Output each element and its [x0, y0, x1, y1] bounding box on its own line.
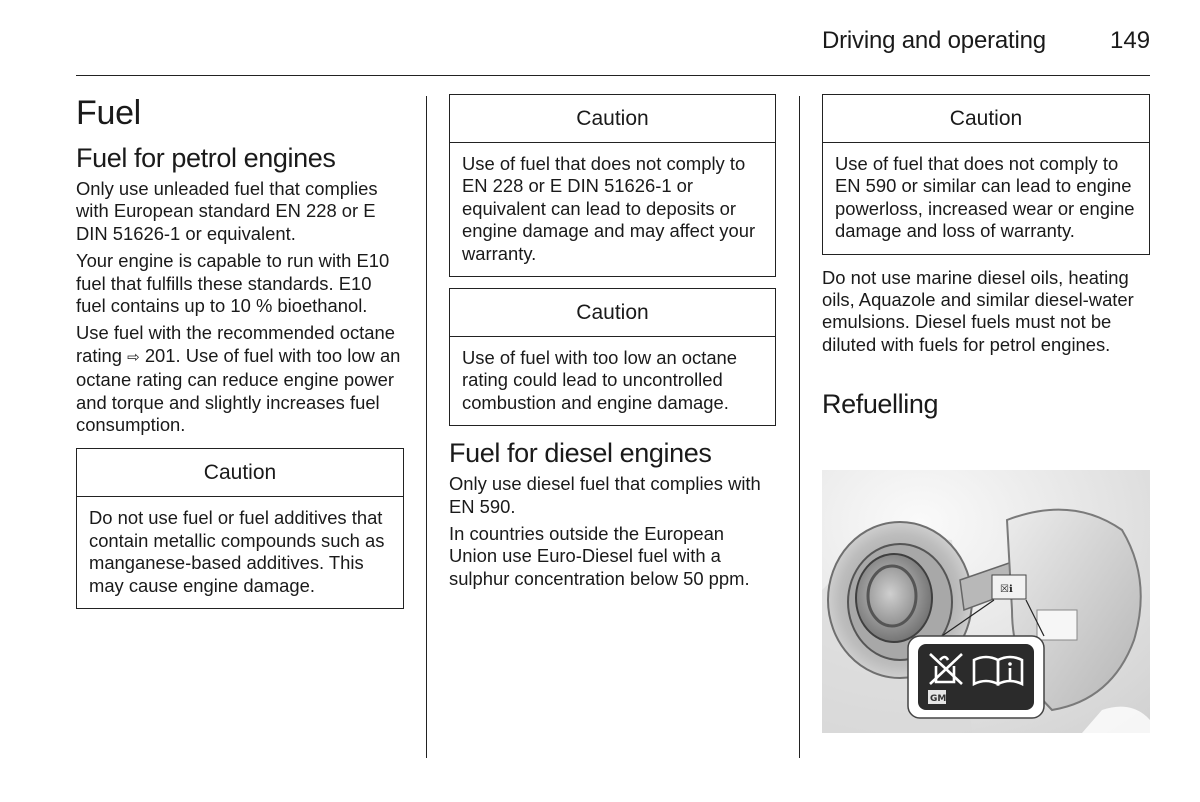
right-column: [822, 94, 1150, 424]
petrol-heading: Fuel for petrol engines: [76, 143, 336, 173]
caution-title: Caution: [450, 95, 775, 143]
photo-label: GM: [930, 694, 947, 704]
svg-text:☒ℹ: ☒ℹ: [1000, 584, 1013, 595]
petrol-paragraph-octane: [76, 322, 404, 436]
running-header-section: Driving and operating: [822, 27, 1046, 54]
caution-box-en228: [449, 94, 776, 277]
left-column: [76, 94, 404, 620]
octane-text-end: . Use of fuel with too low an octane rating can reduce engine power and torque and slightly increases fuel consumption.: [76, 344, 401, 436]
caution-text: Use of fuel that does not comply to EN 228 or E DIN 51626-1 or equivalent can lead to deposits or engine damage and may affect your warranty.: [462, 153, 756, 264]
caution-text: Do not use fuel or fuel additives that contain metallic compounds such as manganese-based additives. This may cause engine damage.: [89, 507, 385, 596]
column-divider-left: [426, 96, 427, 758]
section-title: Fuel: [76, 94, 141, 132]
caution-title: Caution: [823, 95, 1149, 143]
diesel-paragraph-sulphur: In countries outside the European Union use Euro-Diesel fuel with a sulphur concentration below 50 ppm.: [449, 523, 750, 589]
middle-column: [449, 94, 776, 595]
fuel-filler-flap-photo: [822, 470, 1150, 733]
caution-title: Caution: [77, 449, 403, 497]
caution-box-octane: [449, 288, 776, 426]
caution-title: Caution: [450, 289, 775, 337]
diesel-oils-warning: Do not use marine diesel oils, heating oils, Aquazole and similar diesel-water emulsions. Diesel fuels must not be diluted with fuels for petrol engines.: [822, 266, 1134, 355]
refuelling-heading: Refuelling: [822, 389, 939, 420]
caution-box-en590: [822, 94, 1150, 255]
caution-text: Use of fuel that does not comply to EN 590 or similar can lead to engine powerloss, increased wear or engine damage and loss of warranty.: [835, 153, 1135, 242]
petrol-paragraph-standard: Only use unleaded fuel that complies with European standard EN 228 or E DIN 51626-1 or equivalent.: [76, 178, 378, 244]
header-divider: [76, 75, 1150, 76]
diesel-paragraph-en590: Only use diesel fuel that complies with EN 590.: [449, 473, 761, 517]
octane-text-start: Use fuel with the recommended octane rating: [76, 322, 395, 366]
reference-arrow-icon: ⇨: [127, 348, 140, 366]
caution-box-metallic-additives: [76, 448, 404, 609]
petrol-paragraph-e10: Your engine is capable to run with E10 fuel that fulfills these standards. E10 fuel contains up to 10 % bioethanol.: [76, 250, 390, 317]
page-reference-link[interactable]: 201: [144, 344, 176, 366]
column-divider-right: [799, 96, 800, 758]
caution-text: Use of fuel with too low an octane rating could lead to uncontrolled combustion and engine damage.: [462, 347, 737, 413]
diesel-heading: Fuel for diesel engines: [449, 438, 712, 469]
page-number: 149: [1110, 27, 1151, 54]
